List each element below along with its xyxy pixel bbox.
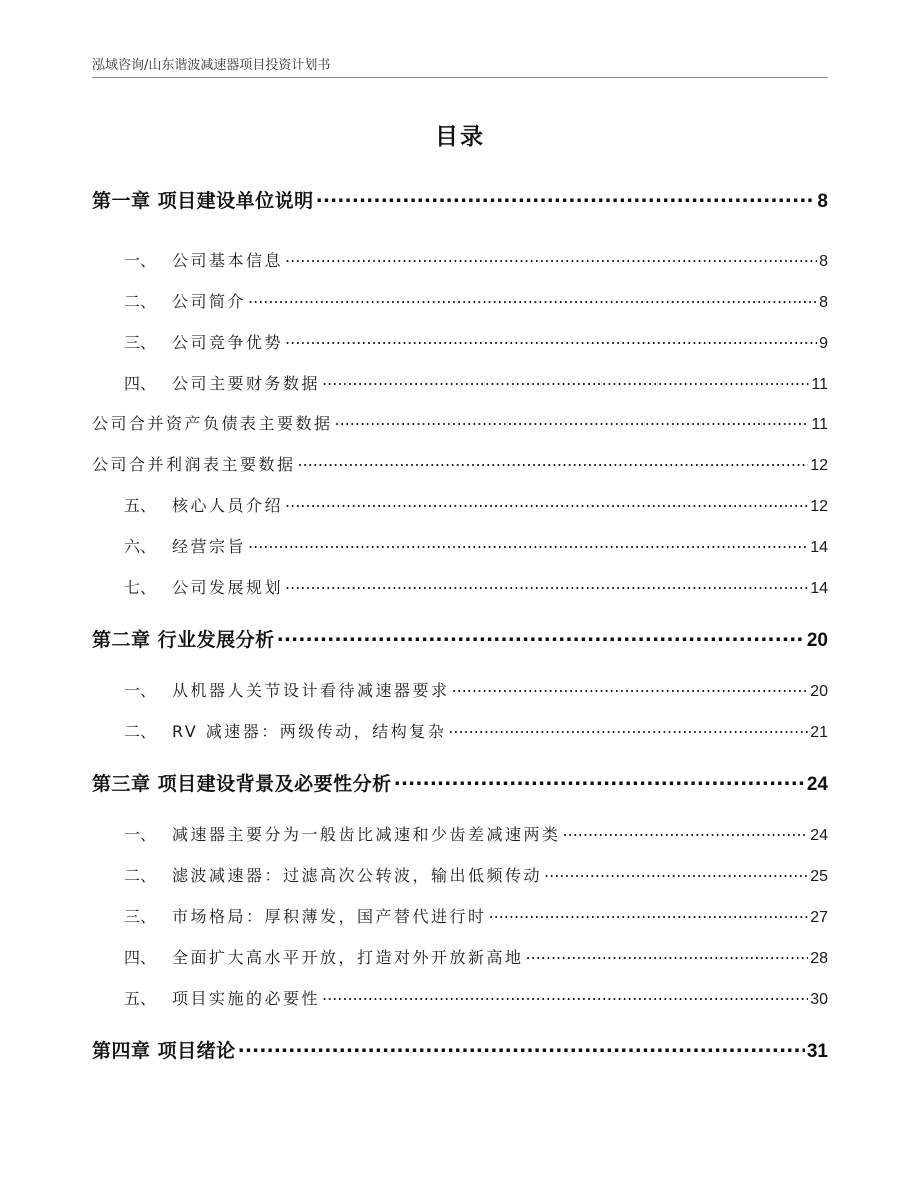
- toc-page-number: 11: [811, 376, 828, 393]
- toc-leader: [452, 680, 809, 696]
- toc-page-number: 8: [817, 191, 828, 212]
- toc-leader: [448, 721, 808, 737]
- toc-leader: [277, 627, 805, 646]
- toc-label: 第三章 项目建设背景及必要性分析: [92, 773, 392, 795]
- toc-label: 全面扩大高水平开放，打造对外开放新高地: [172, 948, 524, 967]
- toc-section[interactable]: [92, 822, 828, 845]
- toc-section-number: 一、: [124, 251, 157, 270]
- toc-chapter-3[interactable]: [92, 769, 828, 796]
- toc-section[interactable]: [92, 719, 828, 742]
- toc-label: 滤波减速器：过滤高次公转波，输出低频传动: [172, 866, 543, 885]
- toc-section-number: 四、: [124, 374, 157, 393]
- toc-chapter-4[interactable]: [92, 1036, 828, 1063]
- toc-section-number: 四、: [124, 948, 157, 967]
- toc-section[interactable]: [92, 371, 828, 394]
- toc-section-number: 一、: [124, 681, 157, 700]
- toc-section-number: 五、: [124, 496, 157, 515]
- toc-page-number: 30: [810, 991, 828, 1008]
- toc-page-number: 24: [810, 827, 828, 844]
- toc-label: 从机器人关节设计看待减速器要求: [172, 681, 450, 700]
- toc-leader: [285, 250, 817, 266]
- toc-section[interactable]: [92, 678, 828, 701]
- toc-page-number: 11: [811, 416, 828, 433]
- toc-section-number: 三、: [124, 907, 157, 926]
- toc-label: 公司基本信息: [172, 251, 284, 270]
- toc-leader: [563, 824, 809, 840]
- toc-page-number: 8: [819, 253, 828, 270]
- toc-leader: [526, 947, 809, 963]
- toc-label: 公司合并资产负债表主要数据: [92, 414, 333, 433]
- toc-page-number: 12: [810, 498, 828, 515]
- toc-section[interactable]: [92, 863, 828, 886]
- toc-leader: [322, 988, 808, 1004]
- toc-chapter-2[interactable]: [92, 625, 828, 652]
- toc-page-number: 20: [806, 630, 828, 651]
- toc-label: 减速器主要分为一般齿比减速和少齿差减速两类: [172, 825, 561, 844]
- toc-leader: [316, 188, 816, 207]
- toc-page-number: 24: [806, 774, 828, 795]
- toc-leader: [298, 454, 809, 470]
- toc-label: 公司合并利润表主要数据: [92, 455, 296, 474]
- toc-label: 公司主要财务数据: [172, 374, 321, 393]
- toc-label: 第二章 行业发展分析: [92, 629, 275, 651]
- toc-section-number: 一、: [124, 825, 157, 844]
- toc-page-number: 14: [810, 580, 828, 597]
- toc-subsection[interactable]: [92, 452, 828, 475]
- toc-label: 第四章 项目绪论: [92, 1040, 236, 1062]
- toc-section-number: 二、: [124, 722, 157, 741]
- toc-label: 公司发展规划: [172, 578, 284, 597]
- toc-page-number: 8: [819, 294, 828, 311]
- toc-leader: [322, 373, 809, 389]
- toc-section-number: 六、: [124, 537, 157, 556]
- toc-label: RV 减速器：两级传动，结构复杂: [172, 722, 447, 741]
- toc-section[interactable]: [92, 330, 828, 353]
- toc-page-number: 12: [810, 457, 828, 474]
- toc-section-number: 二、: [124, 292, 157, 311]
- toc-label: 市场格局：厚积薄发，国产替代进行时: [172, 907, 487, 926]
- header-divider: [92, 77, 828, 78]
- toc-leader: [544, 865, 808, 881]
- toc-section[interactable]: [92, 986, 828, 1009]
- toc-subsection[interactable]: [92, 411, 828, 434]
- toc-page-number: 28: [810, 950, 828, 967]
- toc-leader: [285, 495, 808, 511]
- toc-leader: [285, 332, 817, 348]
- toc-chapter-1[interactable]: [92, 186, 828, 213]
- toc-label: 公司简介: [172, 292, 247, 311]
- toc-section-number: 三、: [124, 333, 157, 352]
- toc-page-number: 31: [806, 1041, 828, 1062]
- toc-section-number: 二、: [124, 866, 157, 885]
- toc-page-number: 21: [810, 724, 828, 741]
- toc-section-number: 七、: [124, 578, 157, 597]
- toc-label: 核心人员介绍: [172, 496, 284, 515]
- toc-page-number: 9: [819, 335, 828, 352]
- toc-label: 项目实施的必要性: [172, 989, 321, 1008]
- toc-page-number: 14: [810, 539, 828, 556]
- toc-leader: [248, 536, 808, 552]
- toc-page-number: 25: [810, 868, 828, 885]
- toc-leader: [489, 906, 809, 922]
- toc-section[interactable]: [92, 575, 828, 598]
- toc-label: 经营宗旨: [172, 537, 247, 556]
- page-title: 目录: [435, 124, 485, 150]
- running-header: 泓域咨询/山东谐波减速器项目投资计划书: [92, 58, 331, 73]
- toc-section[interactable]: [92, 904, 828, 927]
- toc-section[interactable]: [92, 945, 828, 968]
- toc-label: 第一章 项目建设单位说明: [92, 190, 314, 212]
- toc-leader: [285, 577, 808, 593]
- toc-leader: [248, 291, 817, 307]
- toc-section[interactable]: [92, 534, 828, 557]
- toc-leader: [335, 413, 810, 429]
- toc-label: 公司竞争优势: [172, 333, 284, 352]
- toc-section[interactable]: [92, 289, 828, 312]
- toc-section[interactable]: [92, 493, 828, 516]
- toc-page-number: 27: [810, 909, 828, 926]
- toc-section-number: 五、: [124, 989, 157, 1008]
- toc-leader: [238, 1038, 805, 1057]
- toc-leader: [394, 771, 805, 790]
- toc-page-number: 20: [810, 683, 828, 700]
- toc-section[interactable]: [92, 248, 828, 271]
